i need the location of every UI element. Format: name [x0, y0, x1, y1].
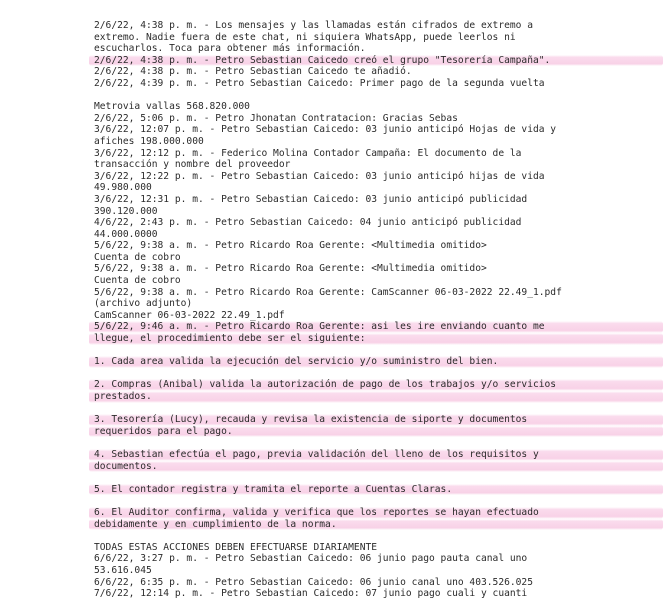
procedure-step-3: 3. Tesorería (Lucy), recauda y revisa la existencia de siporte y documentos: [89, 414, 663, 426]
chat-line: 3/6/22, 12:31 p. m. - Petro Sebastian Caicedo: 03 junio anticipó publicidad: [94, 193, 528, 205]
chat-line: Cuenta de cobro: [94, 275, 181, 287]
procedure-step-3-cont: requeridos para el pago.: [89, 426, 663, 438]
chat-export-document: [93, 20, 653, 600]
chat-line-highlighted: 5/6/22, 9:46 a. m. - Petro Ricardo Roa Gerente: asi les ire enviando cuanto me: [89, 321, 663, 333]
chat-line: extremo. Nadie fuera de este chat, ni siquiera WhatsApp, puede leerlos ni: [94, 31, 516, 43]
chat-line: 49.980.000: [94, 182, 152, 194]
procedure-step-2-cont: prestados.: [89, 391, 663, 403]
chat-line: CamScanner 06-03-2022 22.49_1.pdf: [94, 309, 285, 321]
chat-line: transacción y nombre del proveedor: [94, 159, 291, 171]
blank-line: [93, 495, 653, 507]
chat-line: escucharlos. Toca para obtener más información.: [94, 43, 366, 55]
chat-line: 2/6/22, 5:06 p. m. - Petro Jhonatan Contratacion: Gracias Sebas: [94, 112, 458, 124]
blank-line: [93, 90, 653, 102]
chat-line: TODAS ESTAS ACCIONES DEBEN EFECTUARSE DIARIAMENTE: [94, 541, 378, 553]
chat-line-highlighted: 2/6/22, 4:38 p. m. - Petro Sebastian Caicedo creó el grupo "Tesorería Campaña".: [89, 55, 663, 67]
procedure-step-4: 4. Sebastian efectúa el pago, previa validación del lleno de los requisitos y: [89, 449, 663, 461]
chat-line: 7/6/22, 12:14 p. m. - Petro Sebastian Caicedo: 07 junio pago cuali y cuanti: [94, 588, 528, 600]
chat-line: 2/6/22, 4:39 p. m. - Petro Sebastian Caicedo: Primer pago de la segunda vuelta: [94, 77, 545, 89]
chat-line: 5/6/22, 9:38 a. m. - Petro Ricardo Roa Gerente: CamScanner 06-03-2022 22.49_1.pdf: [94, 286, 562, 298]
chat-line: 2/6/22, 4:38 p. m. - Los mensajes y las llamadas están cifrados de extremo a: [94, 20, 533, 31]
chat-line: 5/6/22, 9:38 a. m. - Petro Ricardo Roa Gerente: <Multimedia omitido>: [94, 263, 487, 275]
procedure-step-6: 6. El Auditor confirma, valida y verifica que los reportes se hayan efectuado: [89, 507, 663, 519]
chat-line: 6/6/22, 6:35 p. m. - Petro Sebastian Caicedo: 06 junio canal uno 403.526.025: [94, 576, 533, 588]
chat-line: Metrovia vallas 568.820.000: [94, 101, 250, 113]
chat-line: 5/6/22, 9:38 a. m. - Petro Ricardo Roa Gerente: <Multimedia omitido>: [94, 240, 487, 252]
chat-line: 44.000.0000: [94, 228, 158, 240]
chat-line-highlighted: llegue, el procedimiento debe ser el siguiente:: [89, 333, 663, 345]
chat-line: 3/6/22, 12:22 p. m. - Petro Sebastian Caicedo: 03 junio anticipó hijas de vida: [94, 170, 545, 182]
blank-line: [93, 368, 653, 380]
blank-line: [93, 437, 653, 449]
chat-line: (archivo adjunto): [94, 298, 193, 310]
chat-line: Cuenta de cobro: [94, 251, 181, 263]
chat-line: 4/6/22, 2:43 p. m. - Petro Sebastian Caicedo: 04 junio anticipó publicidad: [94, 217, 522, 229]
procedure-step-4-cont: documentos.: [89, 461, 663, 473]
blank-line: [93, 472, 653, 484]
procedure-step-5: 5. El contador registra y tramita el reporte a Cuentas Claras.: [89, 484, 663, 496]
chat-line: 3/6/22, 12:07 p. m. - Petro Sebastian Caicedo: 03 junio anticipó Hojas de vida y: [94, 124, 557, 136]
procedure-step-2: 2. Compras (Anibal) valida la autorización de pago de los trabajos y/o servicios: [89, 379, 663, 391]
chat-line: afiches 198.000.000: [94, 135, 204, 147]
chat-line: 53.616.045: [94, 564, 152, 576]
blank-line: [93, 530, 653, 542]
chat-line: 390.120.000: [94, 205, 158, 217]
procedure-step-6-cont: debidamente y en cumplimiento de la norma.: [89, 519, 663, 531]
blank-line: [93, 345, 653, 357]
chat-line: 6/6/22, 3:27 p. m. - Petro Sebastian Caicedo: 06 junio pago pauta canal uno: [94, 553, 528, 565]
chat-line: 3/6/22, 12:12 p. m. - Federico Molina Contador Campaña: El documento de la: [94, 147, 522, 159]
procedure-step-1: 1. Cada area valida la ejecución del servicio y/o suministro del bien.: [89, 356, 663, 368]
blank-line: [93, 403, 653, 415]
chat-line: 2/6/22, 4:38 p. m. - Petro Sebastian Caicedo te añadió.: [94, 66, 412, 78]
